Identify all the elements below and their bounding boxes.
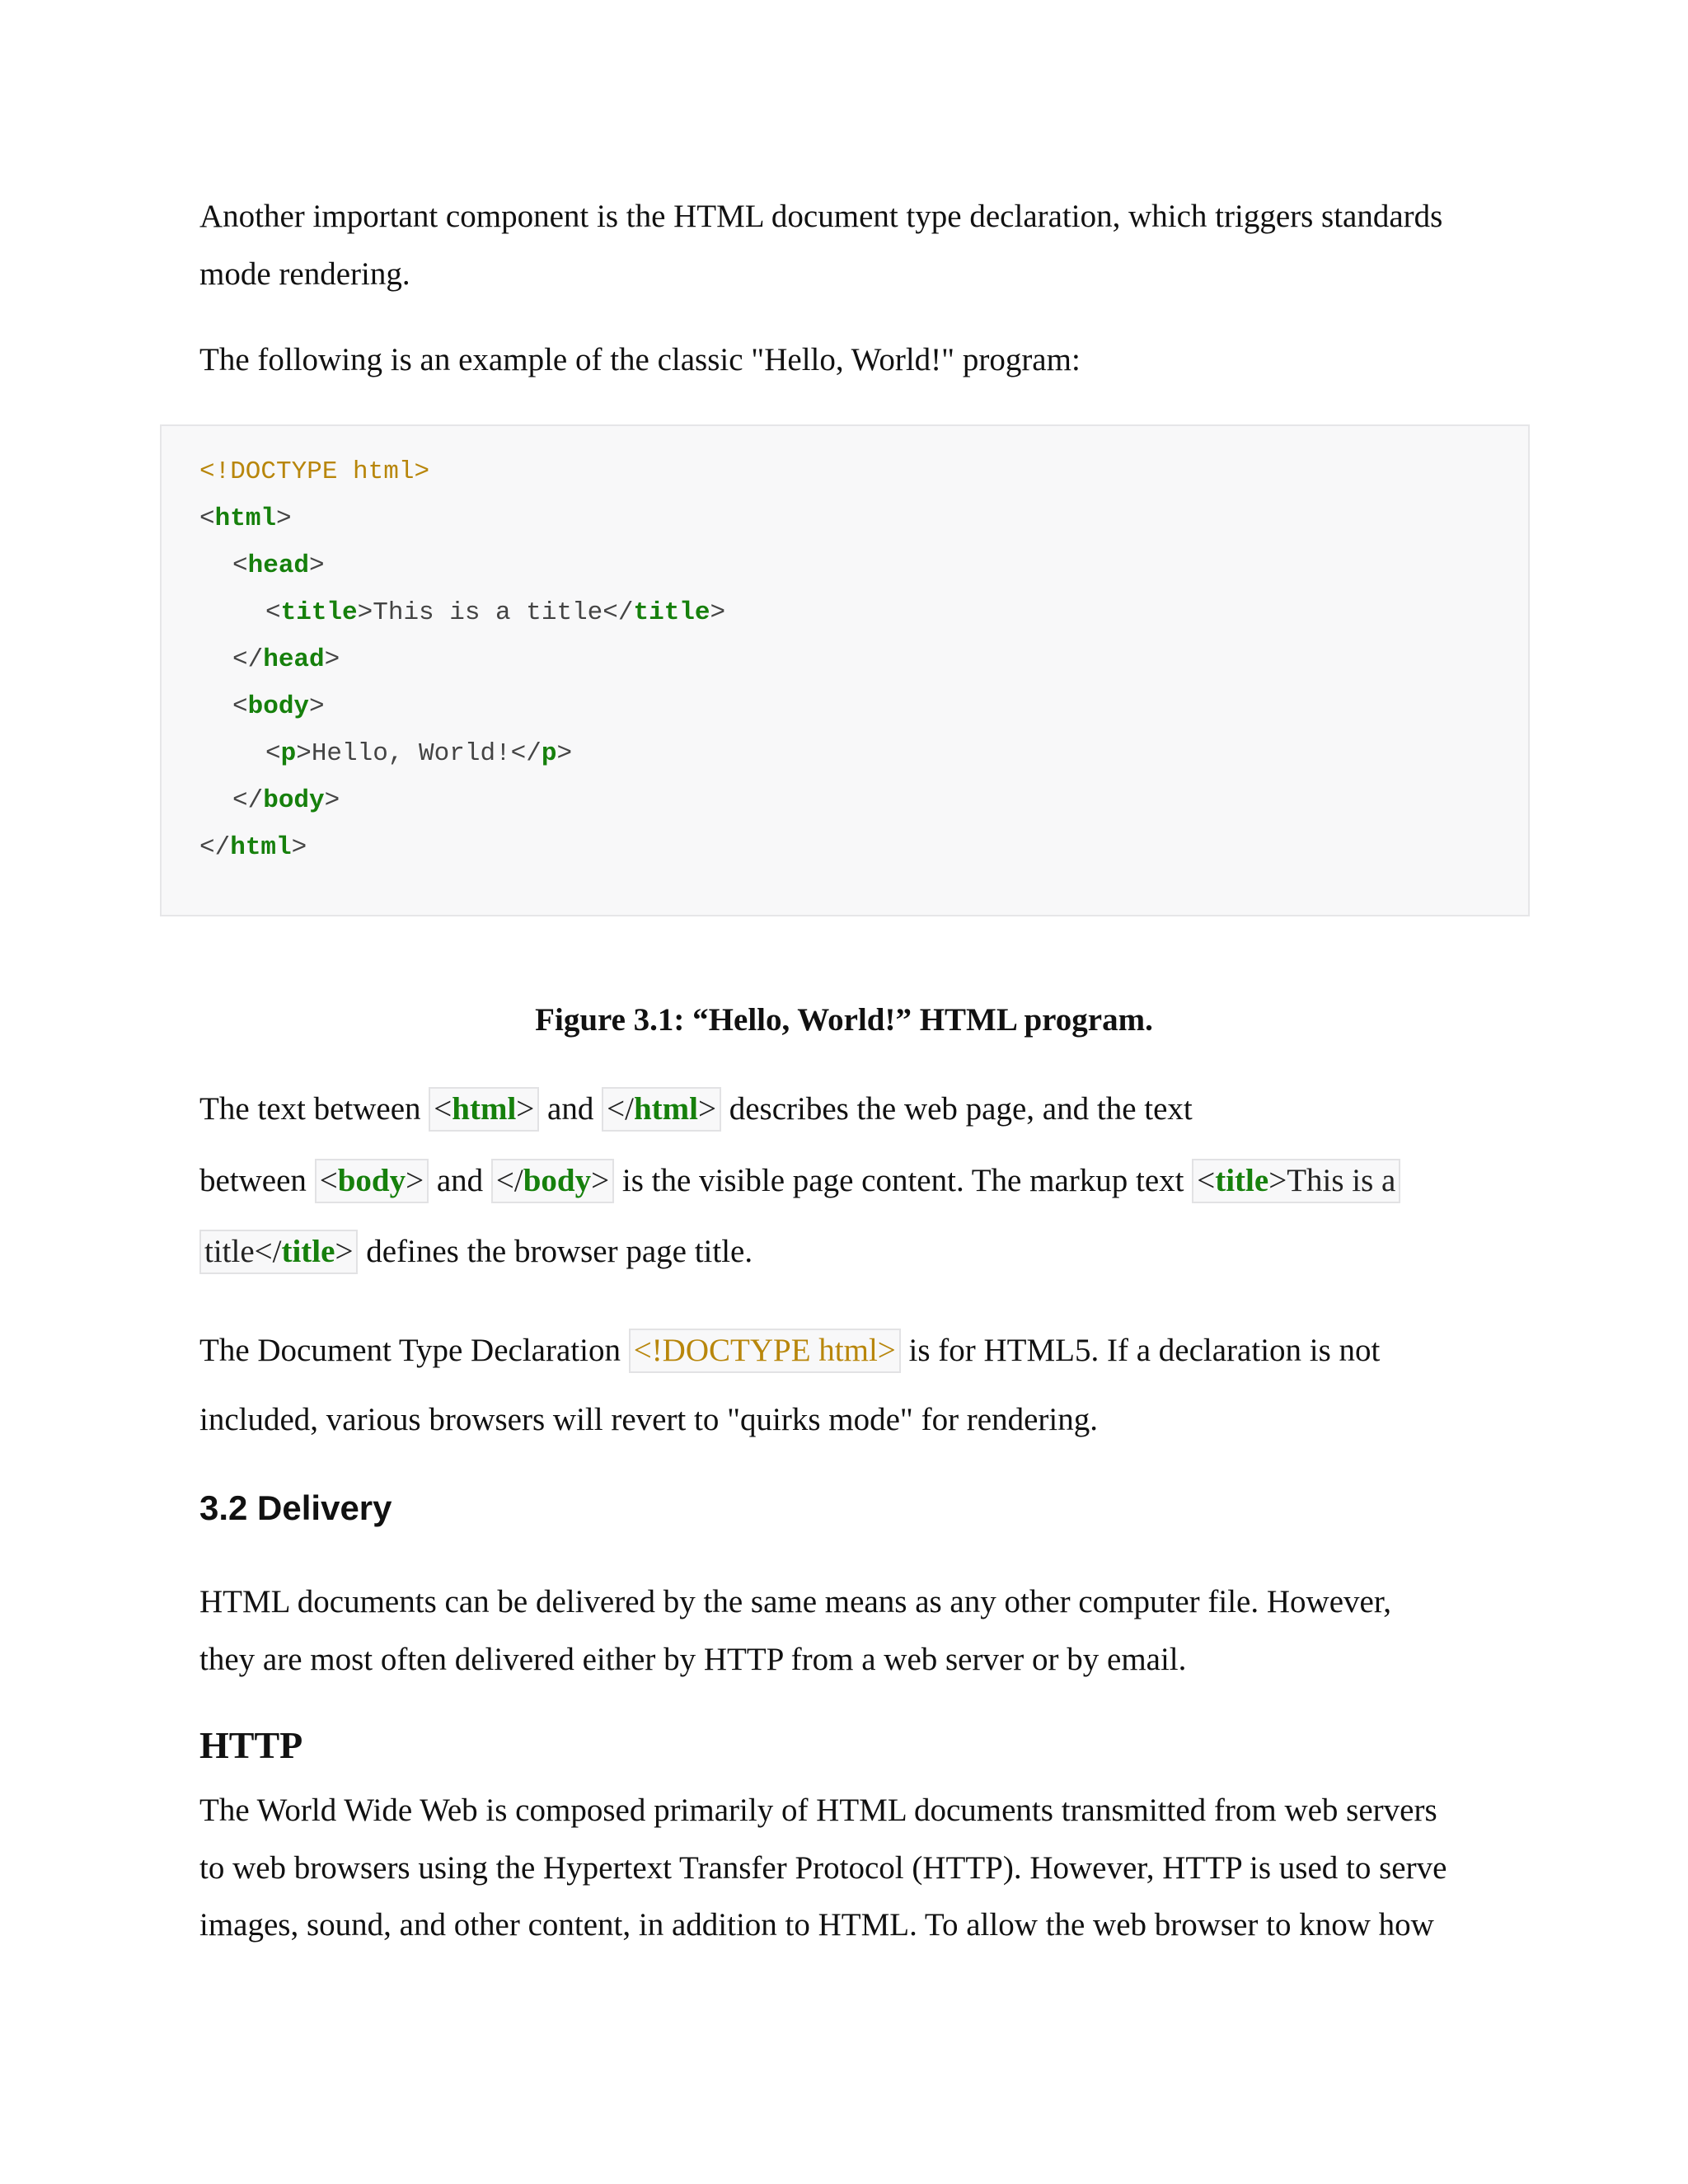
code-block [160,424,1530,916]
code-line-paragraph: <p>Hello, World!</p> [265,739,573,768]
head-tag-token: head [247,551,310,580]
inline-code-body-open: <body> [315,1159,429,1203]
http-line-2: to web browsers using the Hypertext Transfer Protocol (HTTP). However, HTTP is used to serve [199,1850,1447,1886]
http-line-3: images, sound, and other content, in addition to HTML. To allow the web browser to know how [199,1907,1434,1943]
title-text-token: This is a title [373,598,603,627]
section-heading-delivery: 3.2 Delivery [199,1488,392,1527]
html-tag-token: html [214,504,277,533]
body-tag-token: body [247,692,310,721]
p-tag-token: p [280,739,297,768]
p-text-token: Hello, World! [311,739,511,768]
subheading-http: HTTP [199,1724,303,1766]
doctype-line-1: The Document Type Declaration <!DOCTYPE html> is for HTML5. If a declaration is not [199,1322,1493,1380]
http-line-1: The World Wide Web is composed primarily of HTML documents transmitted from web servers [199,1793,1437,1828]
title-tag-token: title [280,598,358,627]
doctype-line-2: included, various browsers will revert to "quirks mode" for rendering. [199,1402,1098,1437]
inline-code-html-close: </html> [602,1087,721,1132]
inline-code-html-open: <html> [429,1087,539,1132]
doctype-token: <!DOCTYPE html> [199,457,430,486]
intro-paragraph-line-2: mode rendering. [199,256,410,292]
delivery-line-1: HTML documents can be delivered by the same means as any other computer file. However, [199,1584,1391,1619]
code-line-html-open: <html> [199,504,292,533]
delivery-line-2: they are most often delivered either by HTTP from a web server or by email. [199,1642,1187,1677]
code-line-doctype [199,456,429,489]
intro-paragraph-line-1: Another important component is the HTML document type declaration, which triggers standards [199,199,1443,234]
inline-code-body-close: </body> [491,1159,614,1203]
inline-code-doctype: <!DOCTYPE html> [629,1329,901,1373]
code-line-html-close: </html> [199,833,307,862]
code-line-head-close: </head> [232,645,340,674]
code-line-body-open: <body> [232,692,325,721]
figure-caption: Figure 3.1: “Hello, World!” HTML program. [535,1002,1153,1038]
code-line-head-open: <head> [232,551,325,580]
explain-line-3: title</title> defines the browser page title. [199,1223,1493,1281]
code-line-title: <title>This is a title</title> [265,598,726,627]
code-line-body-close: </body> [232,786,340,815]
explain-line-1: The text between <html> and </html> describes the web page, and the text [199,1080,1493,1138]
inline-code-title-start: <title>This is a [1192,1159,1400,1203]
example-lead-text: The following is an example of the classic "Hello, World!" program: [199,342,1081,377]
explain-line-2: between <body> and </body> is the visible page content. The markup text <title>This is a [199,1152,1493,1210]
inline-code-title-end: title</title> [199,1230,358,1274]
